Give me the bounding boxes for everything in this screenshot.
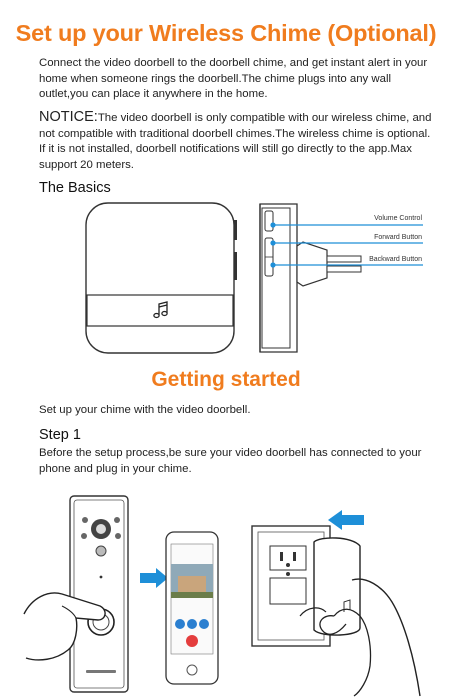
callout-forward-button: Forward Button [374,234,422,241]
setup-line: Set up your chime with the video doorbell. [39,404,251,416]
notice-text: The video doorbell is only compatible with our wireless chime, and not compatible with traditional doorbell chimes.The wireless chime is optional. If it is not installed, doorbell notifications will still go directly to the app.Max support 20 meters. [39,112,432,171]
phone-illustration [140,528,220,688]
chime-front-illustration [80,200,245,358]
outlet-chime-illustration [242,506,432,698]
basics-heading: The Basics [39,180,111,196]
step1-heading: Step 1 [39,427,81,443]
step1-text: Before the setup process,be sure your video doorbell has connected to your phone and plug in your chime. [39,447,422,475]
arrow-right-icon [140,568,168,588]
callout-backward-button: Backward Button [369,256,422,263]
page-title: Set up your Wireless Chime (Optional) [15,20,437,46]
doorbell-illustration [22,494,142,698]
arrow-left-icon [328,510,364,530]
intro-paragraph: Connect the video doorbell to the doorbell chime, and get instant alert in your home when someone rings the doorbell.The chime plugs into any wall outlet,you can place it anywhere in the home. [39,57,428,100]
chime-side-illustration [255,198,425,360]
callout-volume-control: Volume Control [374,215,422,222]
notice-paragraph [39,110,439,173]
notice-label: NOTICE: [39,109,98,125]
getting-started-heading: Getting started [151,368,301,391]
